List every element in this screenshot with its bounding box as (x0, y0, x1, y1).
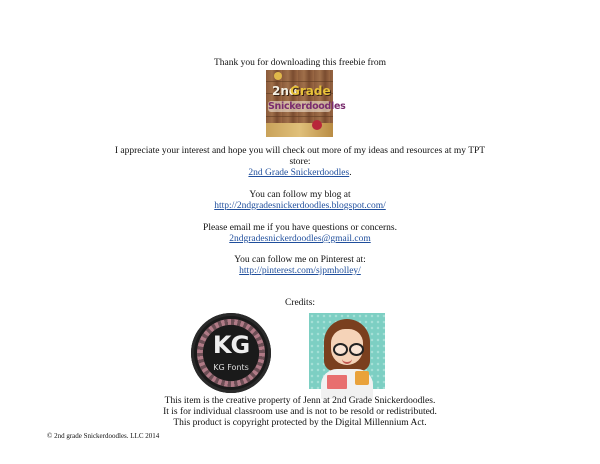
thanks-text: Thank you for downloading this freebie from (213, 58, 386, 68)
book-icon (327, 375, 347, 389)
footer-line3: This product is copyright protected by the Digital Millennium Act. (173, 418, 427, 428)
store-link-suffix: . (349, 168, 352, 178)
mug-icon (355, 371, 369, 385)
pinterest-text: You can follow me on Pinterest at: (234, 255, 366, 265)
kg-label: KG Fonts (213, 363, 249, 372)
email-link[interactable]: 2ndgradesnickerdoodles@gmail.com (229, 234, 371, 244)
kg-monogram: KG (212, 331, 250, 359)
email-text: Please email me if you have questions or concerns. (203, 223, 397, 233)
blog-link[interactable]: http://2ndgradesnickerdoodles.blogspot.com/ (214, 201, 386, 211)
appreciation-line1: I appreciate your interest and hope you will check out more of my ideas and resources at my TPT (114, 146, 486, 156)
flower-icon (312, 120, 322, 130)
logo-brand: Snickerdoodles (268, 101, 346, 112)
kg-fonts-logo (191, 313, 271, 393)
logo-number: 2nd (272, 84, 298, 98)
teacher-avatar-illustration (309, 313, 385, 389)
blog-text: You can follow my blog at (249, 190, 351, 200)
pinterest-link[interactable]: http://pinterest.com/sjpmholley/ (239, 266, 361, 276)
footer-line2: It is for individual classroom use and is not to be resold or redistributed. (163, 407, 437, 417)
flower-icon (274, 72, 282, 80)
logo-grade: Grade (290, 84, 331, 98)
appreciation-line2: store: (289, 157, 311, 167)
credits-title: Credits: (284, 298, 316, 308)
store-link[interactable]: 2nd Grade Snickerdoodles (248, 168, 350, 178)
footer-line1: This item is the creative property of Jenn at 2nd Grade Snickerdoodles. (164, 396, 436, 406)
snickerdoodles-logo (266, 70, 346, 137)
copyright-text: © 2nd grade Snickerdoodles. LLC 2014 (47, 432, 160, 440)
